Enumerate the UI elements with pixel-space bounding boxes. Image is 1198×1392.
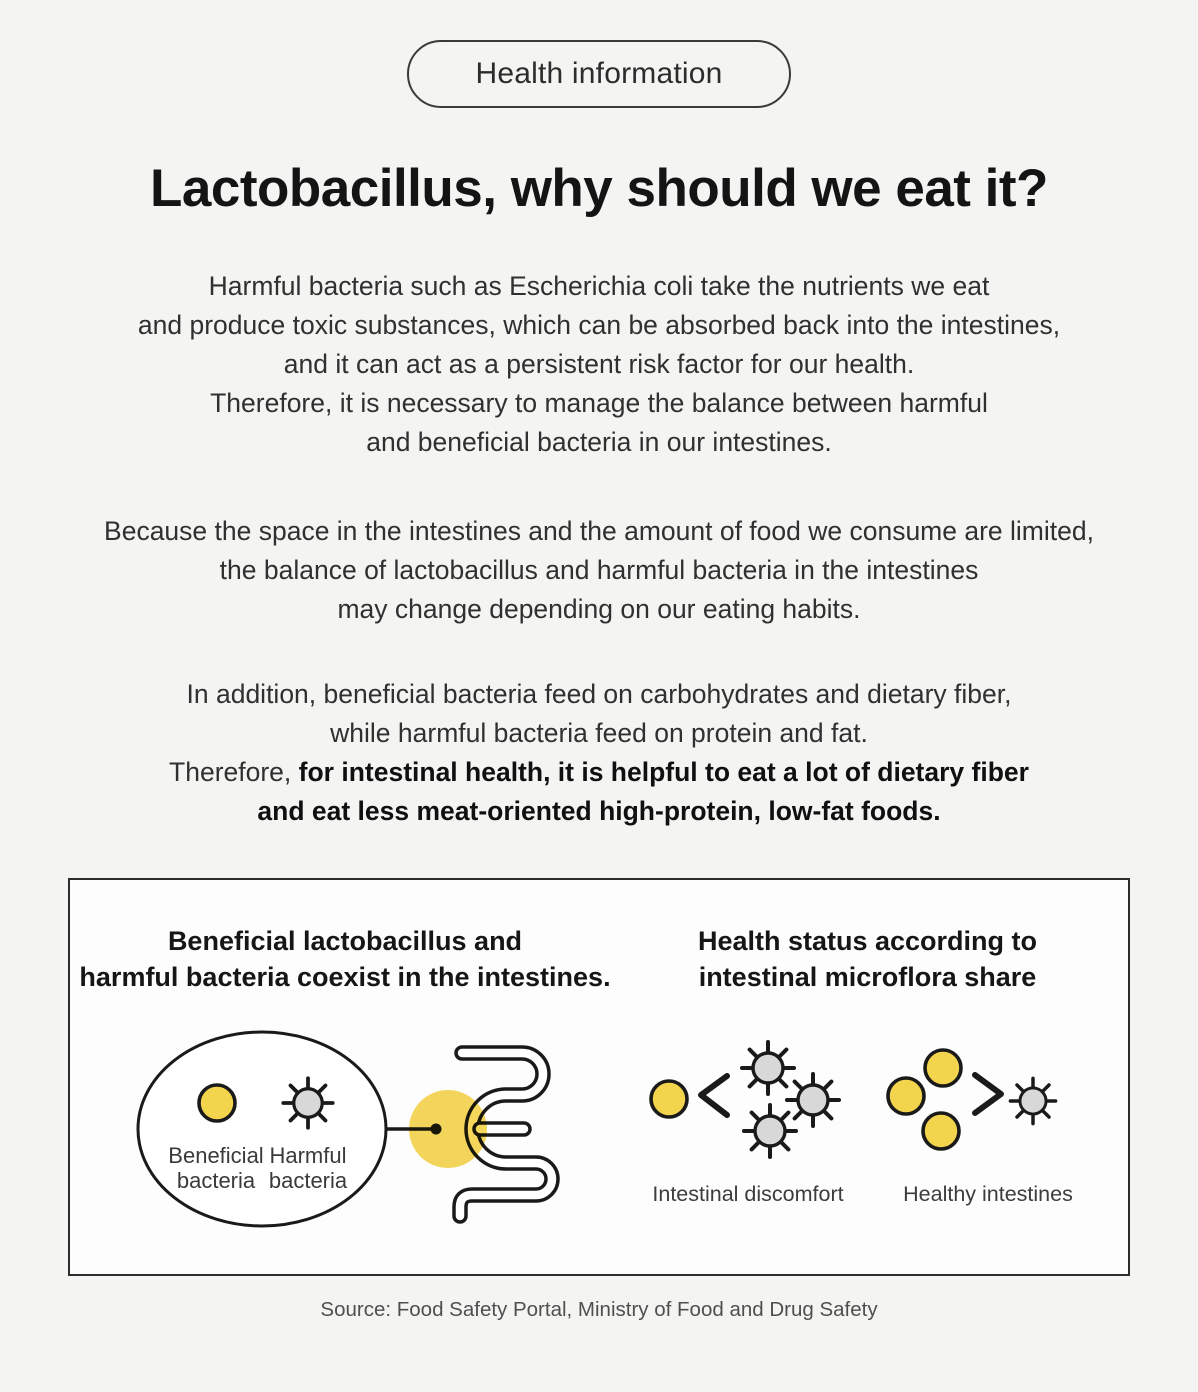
source-credit: Source: Food Safety Portal, Ministry of Food and Drug Safety [320,1298,878,1321]
heading-line: Beneficial lactobacillus and [167,926,523,956]
beneficial-bacteria-icon [199,1085,235,1121]
intro-paragraph-2 [0,512,1198,629]
text-line: while harmful bacteria feed on protein and fat. [330,718,868,748]
text-line [0,753,1198,792]
health-status-illustration [620,1018,1115,1258]
heading-line: harmful bacteria coexist in the intestines. [79,962,611,992]
text-run-bold: and eat less meat-oriented high-protein, low-fat foods. [257,796,941,826]
heading-line: Health status according to [697,926,1038,956]
text-line: and beneficial bacteria in our intestines. [366,427,832,457]
beneficial-bacteria-icon [651,1081,687,1117]
panel-heading-left [70,923,620,995]
text-line [0,792,1198,831]
illustration-panel [68,878,1130,1276]
panel-heading-right [620,923,1115,995]
beneficial-bacteria-icon [923,1113,959,1149]
heading-line: intestinal microflora share [698,962,1037,992]
harmful-bacteria-icon [744,1105,796,1157]
text-line: may change depending on our eating habits. [337,594,861,624]
text-line: Therefore, it is necessary to manage the balance between harmful [210,388,988,418]
caption-healthy-intestines: Healthy intestines [903,1182,1073,1206]
beneficial-label-line1: Beneficial [168,1143,264,1168]
intestinal-discomfort-group [651,1042,839,1157]
page-title: Lactobacillus, why should we eat it? [150,159,1048,218]
harmful-label-line2: bacteria [268,1168,348,1193]
less-than-icon [701,1076,727,1115]
healthy-intestines-group [888,1050,1056,1149]
text-line: and produce toxic substances, which can be absorbed back into the intestines, [137,310,1061,340]
harmful-bacteria-icon [1010,1078,1055,1123]
caption-intestinal-discomfort: Intestinal discomfort [652,1182,844,1206]
greater-than-icon [975,1075,1001,1113]
text-run: Therefore, [169,757,299,787]
highlight-blob [409,1090,487,1168]
beneficial-bacteria-icon [888,1078,924,1114]
intro-paragraph-3 [0,675,1198,831]
intro-paragraph-1 [0,267,1198,462]
panel-column-coexistence [70,880,620,1274]
text-line: Harmful bacteria such as Escherichia coli take the nutrients we eat [208,271,990,301]
beneficial-label-line2: bacteria [176,1168,256,1193]
health-information-badge: Health information [407,40,790,108]
text-line: the balance of lactobacillus and harmful bacteria in the intestines [219,555,979,585]
panel-column-health-status [620,880,1115,1274]
harmful-bacteria-icon [742,1042,794,1094]
badge-container [0,0,1198,108]
text-line: and it can act as a persistent risk factor for our health. [283,349,915,379]
text-run-bold: for intestinal health, it is helpful to eat a lot of dietary fiber [298,757,1029,787]
harmful-bacteria-icon [787,1074,839,1126]
coexistence-illustration [70,1018,610,1258]
harmful-label-line1: Harmful [269,1143,347,1168]
beneficial-bacteria-icon [925,1050,961,1086]
bubble-ellipse [138,1032,386,1226]
text-line: In addition, beneficial bacteria feed on carbohydrates and dietary fiber, [186,679,1012,709]
harmful-bacteria-icon [283,1078,332,1127]
text-line: Because the space in the intestines and the amount of food we consume are limited, [104,516,1094,546]
